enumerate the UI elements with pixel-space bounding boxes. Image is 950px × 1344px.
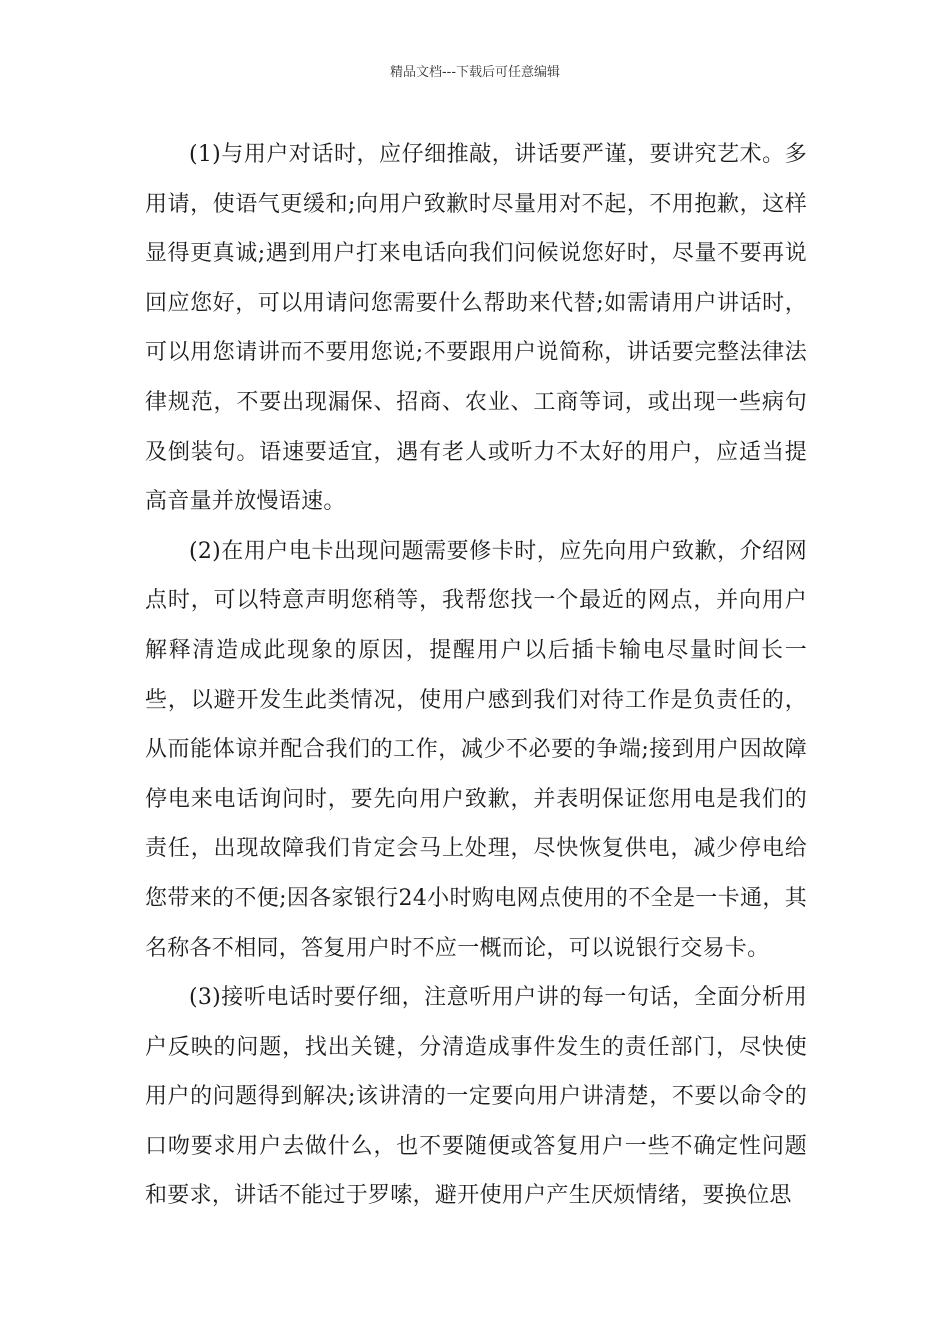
paragraph-1: (1)与用户对话时，应仔细推敲，讲话要严谨，要讲究艺术。多用请，使语气更缓和;向用户致歉时尽量用对不起，不用抱歉，这样显得更真诚;遇到用户打来电话向我们问候说您好时，尽量不要再说回应您好，可以用请问您需要什么帮助来代替;如需请用户讲话时，可以用您请讲而不要用您说;不要跟用户说简称，讲话要完整法律法律规范，不要出现漏保、招商、农业、工商等词，或出现一些病句及倒装句。语速要适宜，遇有老人或听力不太好的用户，应适当提高音量并放慢语速。 bbox=[145, 142, 807, 515]
paragraph-3: (3)接听电话时要仔细，注意听用户讲的每一句话，全面分析用户反映的问题，找出关键，分清造成事件发生的责任部门，尽快使用户的问题得到解决;该讲清的一定要向用户讲清楚，不要以命令的口吻要求用户去做什么，也不要随便或答复用户一些不确定性问题和要求，讲话不能过于罗嗦，避开使用户产生厌烦情绪，要换位思 bbox=[145, 985, 807, 1209]
document-body bbox=[145, 130, 807, 1221]
page-header: 精品文档---下载后可任意编辑 bbox=[389, 65, 561, 80]
paragraph-2: (2)在用户电卡出现问题需要修卡时，应先向用户致歉，介绍网点时，可以特意声明您稍等，我帮您找一个最近的网点，并向用户解释清造成此现象的原因，提醒用户以后插卡输电尽量时间长一些，以避开发生此类情况，使用户感到我们对待工作是负责任的，从而能体谅并配合我们的工作，减少不必要的争端;接到用户因故障停电来电话询问时，要先向用户致歉，并表明保证您用电是我们的责任，出现故障我们肯定会马上处理，尽快恢复供电，减少停电给您带来的不便;因各家银行24小时购电网点使用的不全是一卡通，其名称各不相同，答复用户时不应一概而论，可以说银行交易卡。 bbox=[145, 538, 807, 961]
